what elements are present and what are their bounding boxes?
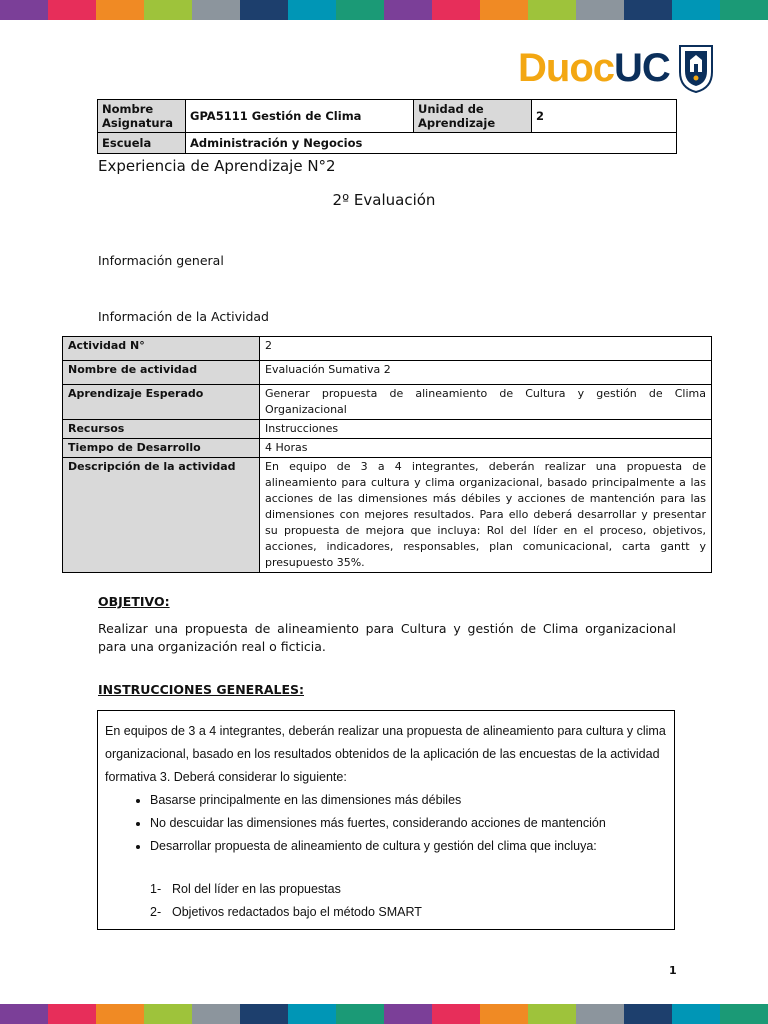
stripe-segment xyxy=(672,0,720,20)
stripe-segment xyxy=(192,1004,240,1024)
activity-key: Nombre de actividad xyxy=(63,361,260,385)
stripe-segment xyxy=(720,1004,768,1024)
activity-value: En equipo de 3 a 4 integrantes, deberán realizar una propuesta de alineamiento para cultura y clima organizacional, basado principalmente a las acciones de las dimensiones más débiles y acciones de mantención para las dimensiones con mejores resultados. Para ello deberá desarrollar y presentar su propuesta de mejora que incluya: Rol del líder en el proceso, objetivos, acciones, indicadores, responsables, plan comunicacional, carta gantt y presupuesto 35%. xyxy=(260,458,712,573)
stripe-segment xyxy=(48,1004,96,1024)
table-row xyxy=(63,439,712,458)
unidad-aprendizaje-value: 2 xyxy=(532,100,677,133)
instrucciones-bullet-list xyxy=(105,789,667,858)
activity-value: Instrucciones xyxy=(260,420,712,439)
stripe-segment xyxy=(96,0,144,20)
table-row xyxy=(63,420,712,439)
stripe-segment xyxy=(480,0,528,20)
evaluacion-title: 2º Evaluación xyxy=(332,191,436,209)
activity-key: Tiempo de Desarrollo xyxy=(63,439,260,458)
table-row xyxy=(63,385,712,420)
informacion-actividad-heading: Información de la Actividad xyxy=(98,309,269,324)
top-color-stripe xyxy=(0,0,768,20)
activity-key: Descripción de la actividad xyxy=(63,458,260,573)
stripe-segment xyxy=(624,0,672,20)
stripe-segment xyxy=(528,0,576,20)
stripe-segment xyxy=(0,0,48,20)
item-number: 2- xyxy=(150,905,162,919)
table-row xyxy=(63,337,712,361)
page-number: 1 xyxy=(669,964,677,977)
stripe-segment xyxy=(576,0,624,20)
objetivo-text: Realizar una propuesta de alineamiento para Cultura y gestión de Clima organizacional para una organización real o ficticia. xyxy=(98,621,676,654)
stripe-segment xyxy=(288,0,336,20)
stripe-segment xyxy=(720,0,768,20)
list-item: • Basarse principalmente en las dimensiones más débiles xyxy=(150,789,667,812)
duoc-uc-logo xyxy=(518,40,716,96)
instrucciones-box xyxy=(97,710,675,930)
activity-key: Aprendizaje Esperado xyxy=(63,385,260,420)
table-row xyxy=(63,361,712,385)
activity-value: 2 xyxy=(260,337,712,361)
experiencia-title: Experiencia de Aprendizaje N°2 xyxy=(98,157,336,175)
activity-info-table xyxy=(62,336,712,573)
instrucciones-heading: INSTRUCCIONES GENERALES: xyxy=(98,682,304,697)
stripe-segment xyxy=(480,1004,528,1024)
activity-value: Evaluación Sumativa 2 xyxy=(260,361,712,385)
stripe-segment xyxy=(672,1004,720,1024)
stripe-segment xyxy=(288,1004,336,1024)
logo-text-duoc: Duoc xyxy=(518,46,614,90)
nombre-asignatura-label: Nombre Asignatura xyxy=(98,100,186,133)
stripe-segment xyxy=(576,1004,624,1024)
activity-value: 4 Horas xyxy=(260,439,712,458)
stripe-segment xyxy=(48,0,96,20)
item-text: Objetivos redactados bajo el método SMART xyxy=(172,905,422,919)
stripe-segment xyxy=(384,0,432,20)
stripe-segment xyxy=(144,0,192,20)
stripe-segment xyxy=(432,0,480,20)
stripe-segment xyxy=(336,1004,384,1024)
stripe-segment xyxy=(96,1004,144,1024)
instrucciones-intro: En equipos de 3 a 4 integrantes, deberán realizar una propuesta de alineamiento para cultura y clima organizacional, basado en los resultados obtenidos de la aplicación de las encuestas de la actividad formativa 3. Deberá considerar lo siguiente: xyxy=(105,724,666,784)
stripe-segment xyxy=(336,0,384,20)
unidad-aprendizaje-label: Unidad de Aprendizaje xyxy=(414,100,532,133)
item-text: Rol del líder en las propuestas xyxy=(172,882,341,896)
escuela-label: Escuela xyxy=(98,133,186,154)
stripe-segment xyxy=(624,1004,672,1024)
activity-key: Actividad N° xyxy=(63,337,260,361)
nombre-asignatura-value: GPA5111 Gestión de Clima xyxy=(186,100,414,133)
list-item: • No descuidar las dimensiones más fuertes, considerando acciones de mantención xyxy=(150,812,667,835)
informacion-general-heading: Información general xyxy=(98,253,224,268)
list-item: • Desarrollar propuesta de alineamiento de cultura y gestión del clima que incluya: xyxy=(150,835,667,858)
list-item xyxy=(105,901,667,924)
activity-key: Recursos xyxy=(63,420,260,439)
activity-value: Generar propuesta de alineamiento de Cultura y gestión de Clima Organizacional xyxy=(260,385,712,420)
stripe-segment xyxy=(144,1004,192,1024)
objetivo-heading: OBJETIVO: xyxy=(98,594,170,609)
stripe-segment xyxy=(0,1004,48,1024)
course-header-table xyxy=(97,99,677,154)
list-item xyxy=(105,878,667,901)
stripe-segment xyxy=(240,1004,288,1024)
stripe-segment xyxy=(240,0,288,20)
table-row xyxy=(63,458,712,573)
escuela-value: Administración y Negocios xyxy=(186,133,677,154)
bottom-color-stripe xyxy=(0,1004,768,1024)
university-seal-icon xyxy=(676,42,716,94)
stripe-segment xyxy=(528,1004,576,1024)
stripe-segment xyxy=(192,0,240,20)
logo-text-uc: UC xyxy=(614,46,670,90)
stripe-segment xyxy=(384,1004,432,1024)
stripe-segment xyxy=(432,1004,480,1024)
item-number: 1- xyxy=(150,882,162,896)
instrucciones-numbered-list xyxy=(105,878,667,924)
